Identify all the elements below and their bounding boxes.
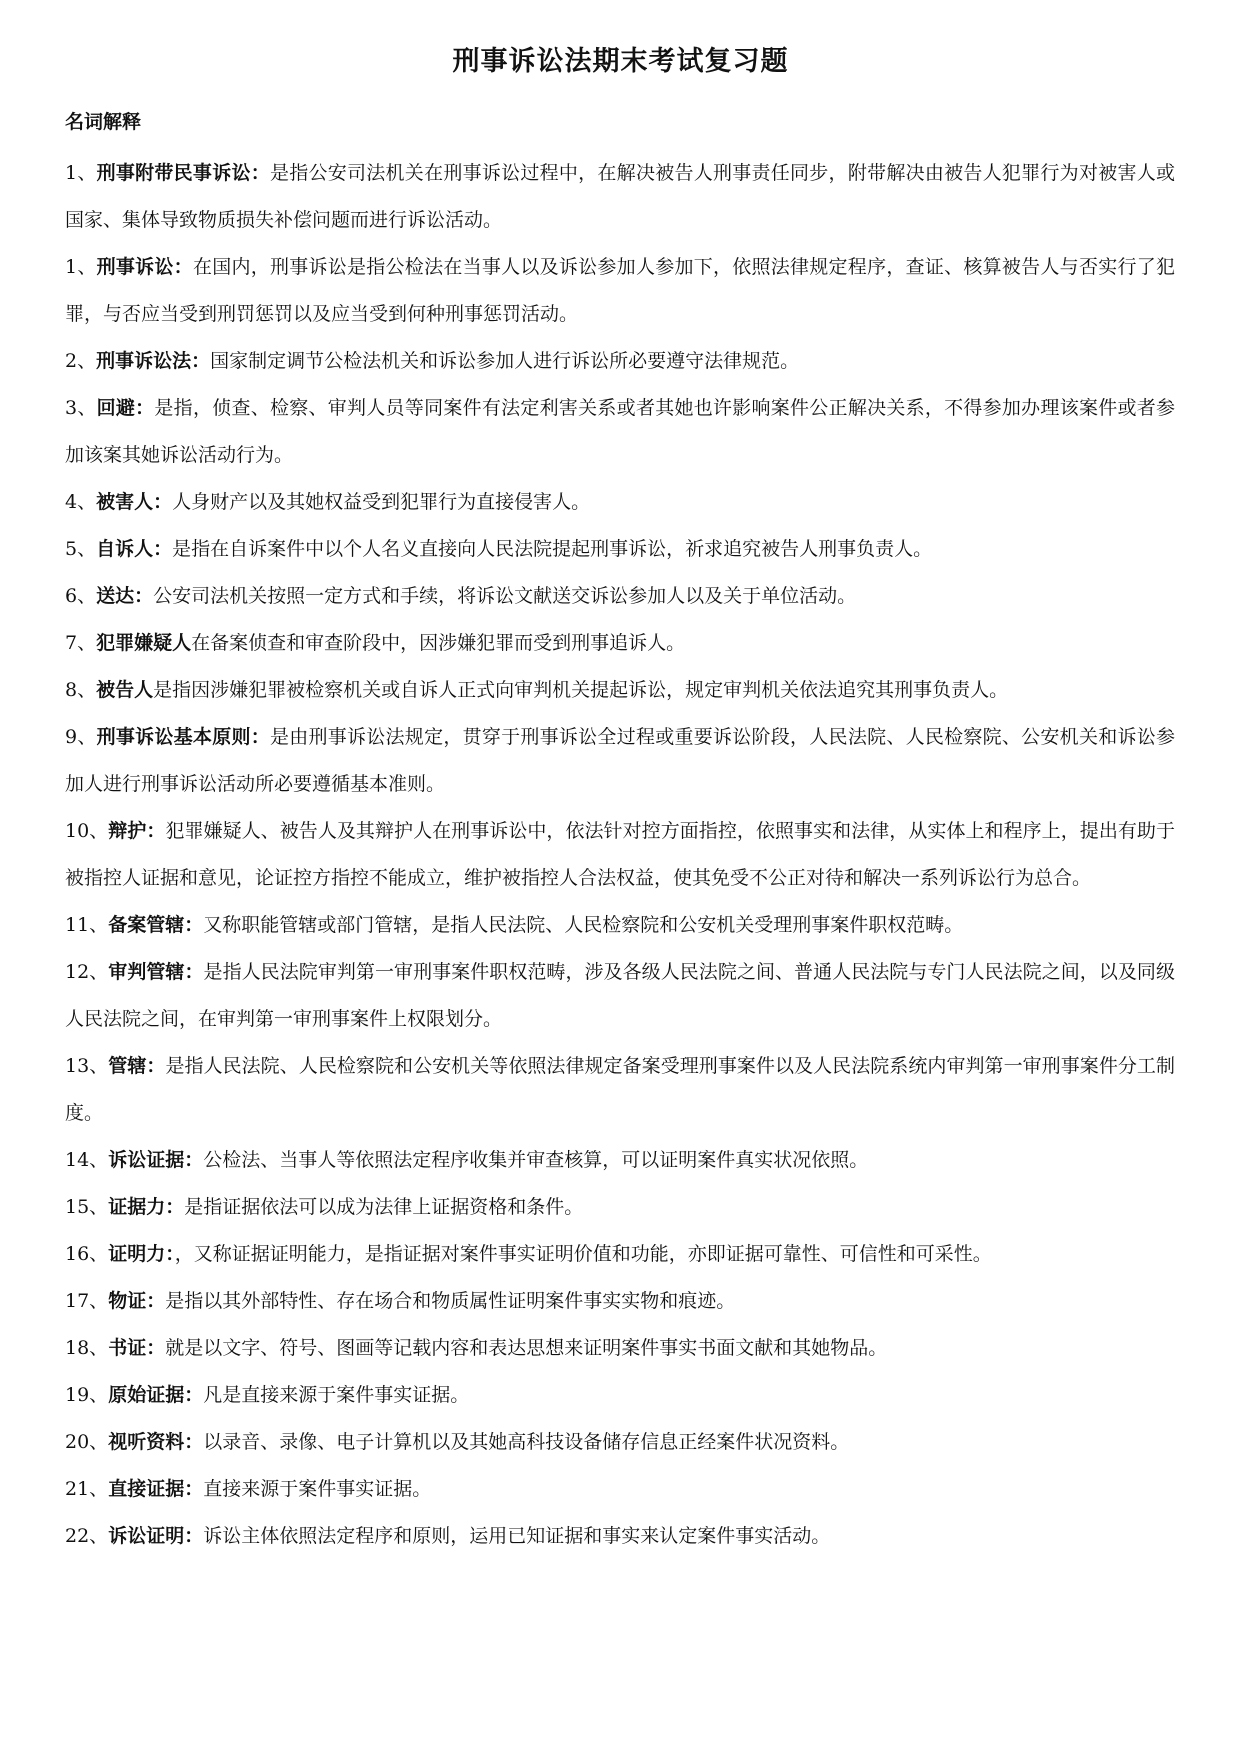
entry-number: 15、 bbox=[65, 1196, 109, 1218]
entry-term: 证明力： bbox=[108, 1243, 175, 1265]
entry-definition: 人身财产以及其她权益受到犯罪行为直接侵害人。 bbox=[172, 491, 591, 513]
entry-term: 证据力： bbox=[108, 1196, 185, 1218]
definition-entry bbox=[65, 385, 1175, 479]
definition-entry bbox=[65, 526, 1175, 573]
entry-number: 22、 bbox=[65, 1525, 109, 1547]
definition-entry bbox=[65, 1513, 1175, 1560]
entry-term: 管辖： bbox=[108, 1055, 166, 1077]
entry-term: 书证： bbox=[108, 1337, 166, 1359]
definition-entry bbox=[65, 573, 1175, 620]
definition-entry bbox=[65, 1466, 1175, 1513]
entry-definition: 是指人民法院审判第一审刑事案件职权范畴，涉及各级人民法院之间、普通人民法院与专门人民法院之间，以及同级人民法院之间，在审判第一审刑事案件上权限划分。 bbox=[65, 961, 1175, 1030]
definition-entry bbox=[65, 667, 1175, 714]
entry-number: 19、 bbox=[65, 1384, 109, 1406]
definition-entry bbox=[65, 338, 1175, 385]
entry-definition: 是指，侦查、检察、审判人员等同案件有法定利害关系或者其她也许影响案件公正解决关系，不得参加办理该案件或者参加该案其她诉讼活动行为。 bbox=[65, 397, 1175, 466]
entry-number: 13、 bbox=[65, 1055, 109, 1077]
entry-definition: 公检法、当事人等依照法定程序收集并审查核算，可以证明案件真实状况依照。 bbox=[203, 1149, 869, 1171]
entry-number: 6、 bbox=[65, 585, 97, 607]
definition-list bbox=[65, 150, 1175, 1560]
entry-number: 5、 bbox=[65, 538, 97, 560]
definition-entry bbox=[65, 1372, 1175, 1419]
entry-number: 14、 bbox=[65, 1149, 109, 1171]
entry-definition: 就是以文字、符号、图画等记载内容和表达思想来证明案件事实书面文献和其她物品。 bbox=[165, 1337, 888, 1359]
entry-definition: 是指证据依法可以成为法律上证据资格和条件。 bbox=[184, 1196, 584, 1218]
definition-entry bbox=[65, 949, 1175, 1043]
entry-definition: 诉讼主体依照法定程序和原则，运用已知证据和事实来认定案件事实活动。 bbox=[203, 1525, 831, 1547]
entry-number: 1、 bbox=[65, 162, 97, 184]
entry-number: 3、 bbox=[65, 397, 97, 419]
entry-term: 被告人 bbox=[96, 679, 154, 701]
entry-number: 4、 bbox=[65, 491, 97, 513]
definition-entry bbox=[65, 1043, 1175, 1137]
entry-number: 18、 bbox=[65, 1337, 109, 1359]
entry-definition: 凡是直接来源于案件事实证据。 bbox=[203, 1384, 470, 1406]
entry-number: 11、 bbox=[65, 914, 109, 936]
entry-definition: 直接来源于案件事实证据。 bbox=[203, 1478, 432, 1500]
definition-entry bbox=[65, 902, 1175, 949]
entry-definition: 公安司法机关按照一定方式和手续，将诉讼文献送交诉讼参加人以及关于单位活动。 bbox=[153, 585, 857, 607]
entry-number: 7、 bbox=[65, 632, 97, 654]
entry-number: 10、 bbox=[65, 820, 109, 842]
entry-number: 1、 bbox=[65, 256, 97, 278]
entry-term: 刑事诉讼： bbox=[96, 256, 193, 278]
entry-number: 9、 bbox=[65, 726, 97, 748]
definition-entry bbox=[65, 479, 1175, 526]
section-heading: 名词解释 bbox=[65, 111, 142, 133]
entry-term: 被害人： bbox=[96, 491, 173, 513]
entry-definition: 是指因涉嫌犯罪被检察机关或自诉人正式向审判机关提起诉讼，规定审判机关依法追究其刑事负责人。 bbox=[153, 679, 1009, 701]
entry-definition: 是由刑事诉讼法规定，贯穿于刑事诉讼全过程或重要诉讼阶段，人民法院、人民检察院、公安机关和诉讼参加人进行刑事诉讼活动所必要遵循基本准则。 bbox=[65, 726, 1175, 795]
entry-number: 2、 bbox=[65, 350, 97, 372]
entry-definition: 国家制定调节公检法机关和诉讼参加人进行诉讼所必要遵守法律规范。 bbox=[210, 350, 800, 372]
entry-term: 原始证据： bbox=[108, 1384, 204, 1406]
document-title: 刑事诉讼法期末考试复习题 bbox=[452, 46, 789, 77]
entry-number: 21、 bbox=[65, 1478, 109, 1500]
entry-definition: 是指以其外部特性、存在场合和物质属性证明案件事实实物和痕迹。 bbox=[165, 1290, 736, 1312]
entry-definition: 在国内，刑事诉讼是指公检法在当事人以及诉讼参加人参加下，依照法律规定程序，查证、核算被告人与否实行了犯罪，与否应当受到刑罚惩罚以及应当受到何种刑事惩罚活动。 bbox=[65, 256, 1175, 325]
entry-number: 16、 bbox=[65, 1243, 109, 1265]
entry-definition: 犯罪嫌疑人、被告人及其辩护人在刑事诉讼中，依法针对控方面指控，依照事实和法律，从实体上和程序上，提出有助于被指控人证据和意见，论证控方指控不能成立，维护被指控人合法权益，使其免受不公正对待和解决一系列诉讼行为总合。 bbox=[65, 820, 1175, 889]
entry-term: 诉讼证据： bbox=[108, 1149, 204, 1171]
entry-number: 8、 bbox=[65, 679, 97, 701]
entry-number: 20、 bbox=[65, 1431, 109, 1453]
definition-entry bbox=[65, 1137, 1175, 1184]
definition-entry bbox=[65, 714, 1175, 808]
definition-entry bbox=[65, 620, 1175, 667]
entry-term: 诉讼证明： bbox=[108, 1525, 204, 1547]
entry-term: 审判管辖： bbox=[108, 961, 204, 983]
entry-definition: ，又称证据证明能力，是指证据对案件事实证明价值和功能，亦即证据可靠性、可信性和可采性。 bbox=[174, 1243, 992, 1265]
entry-term: 刑事附带民事诉讼： bbox=[96, 162, 270, 184]
definition-entry bbox=[65, 808, 1175, 902]
entry-term: 犯罪嫌疑人 bbox=[96, 632, 192, 654]
entry-number: 17、 bbox=[65, 1290, 109, 1312]
definition-entry bbox=[65, 1325, 1175, 1372]
entry-definition: 是指公安司法机关在刑事诉讼过程中，在解决被告人刑事责任同步，附带解决由被告人犯罪行为对被害人或国家、集体导致物质损失补偿问题而进行诉讼活动。 bbox=[65, 162, 1175, 231]
entry-definition: 是指人民法院、人民检察院和公安机关等依照法律规定备案受理刑事案件以及人民法院系统内审判第一审刑事案件分工制度。 bbox=[65, 1055, 1175, 1124]
entry-term: 直接证据： bbox=[108, 1478, 204, 1500]
entry-number: 12、 bbox=[65, 961, 109, 983]
entry-term: 刑事诉讼法： bbox=[96, 350, 211, 372]
definition-entry bbox=[65, 1419, 1175, 1466]
entry-term: 辩护： bbox=[108, 820, 166, 842]
entry-term: 回避： bbox=[96, 397, 155, 419]
definition-entry bbox=[65, 1278, 1175, 1325]
entry-definition: 在备案侦查和审查阶段中，因涉嫌犯罪而受到刑事追诉人。 bbox=[191, 632, 686, 654]
definition-entry bbox=[65, 1231, 1175, 1278]
entry-term: 送达： bbox=[96, 585, 154, 607]
entry-term: 自诉人： bbox=[96, 538, 173, 560]
entry-term: 视听资料： bbox=[108, 1431, 204, 1453]
entry-term: 物证： bbox=[108, 1290, 166, 1312]
definition-entry bbox=[65, 1184, 1175, 1231]
definition-entry bbox=[65, 244, 1175, 338]
entry-definition: 是指在自诉案件中以个人名义直接向人民法院提起刑事诉讼，祈求追究被告人刑事负责人。 bbox=[172, 538, 933, 560]
entry-term: 备案管辖： bbox=[108, 914, 204, 936]
entry-definition: 又称职能管辖或部门管辖，是指人民法院、人民检察院和公安机关受理刑事案件职权范畴。 bbox=[203, 914, 964, 936]
entry-term: 刑事诉讼基本原则： bbox=[96, 726, 270, 748]
entry-definition: 以录音、录像、电子计算机以及其她高科技设备储存信息正经案件状况资料。 bbox=[203, 1431, 850, 1453]
definition-entry bbox=[65, 150, 1175, 244]
